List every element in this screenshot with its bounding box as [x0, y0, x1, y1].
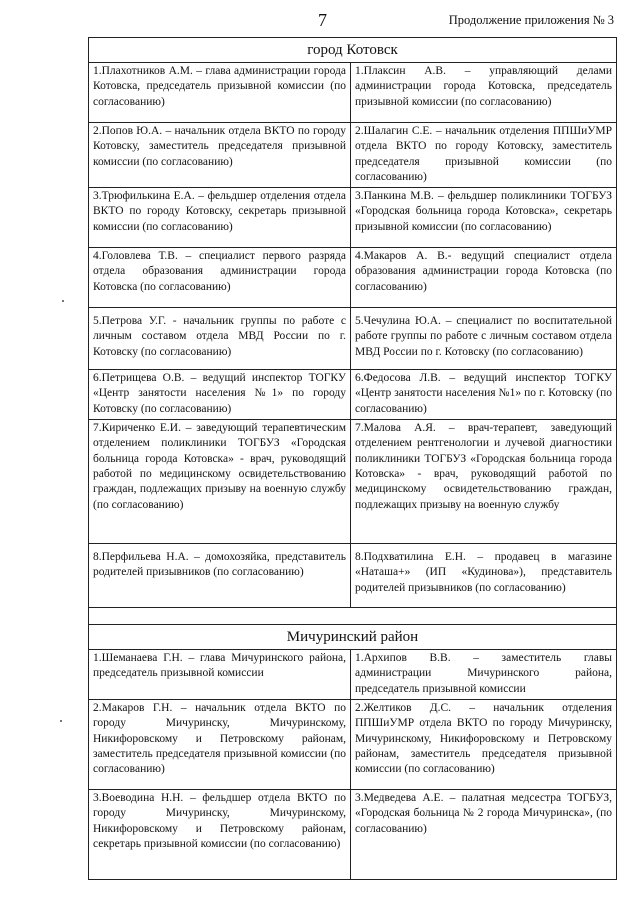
page-number: 7 [318, 10, 327, 30]
commission-table [88, 37, 617, 880]
table-row [89, 420, 617, 544]
table-row [89, 789, 617, 879]
table-row [89, 248, 617, 308]
scan-speck [60, 720, 62, 722]
main-member-cell: 5.Петрова У.Г. - начальник группы по работе с личным составом отдела МВД России по г. Котовску (по согласованию) [89, 308, 351, 370]
section-header-row [89, 38, 617, 63]
section-spacer [89, 608, 617, 625]
table-row [89, 188, 617, 248]
section-title: Мичуринский район [89, 625, 617, 650]
reserve-member-cell: 2.Шалагин С.Е. – начальник отделения ППШиУМР отдела ВКТО по городу Котовску, заместитель председателя призывной комиссии (по согласованию) [351, 123, 617, 188]
reserve-member-cell: 5.Чечулина Ю.А. – специалист по воспитательной работе группы по работе с личным составом отдела МВД России по г. Котовску (по согласованию) [351, 308, 617, 370]
reserve-member-cell: 3.Медведева А.Е. – палатная медсестра ТОГБУЗ, «Городская больница № 2 города Мичуринска», (по согласованию) [351, 789, 617, 879]
main-member-cell: 1.Шеманаева Г.Н. – глава Мичуринского района, председатель призывной комиссии [89, 650, 351, 700]
section-title: город Котовск [89, 38, 617, 63]
section-header-row [89, 625, 617, 650]
reserve-member-cell: 7.Малова А.Я. – врач-терапевт, заведующий отделением рентгенологии и лучевой диагностики поликлиники ТОГБУЗ «Городская больница города Котовска» - врач, руководящий работой по медицинскому освидетельствованию граждан, подлежащих призыву на военную службу [351, 420, 617, 544]
scan-speck [62, 300, 64, 302]
table-row [89, 63, 617, 123]
reserve-member-cell: 4.Макаров А. В.- ведущий специалист отдела образования администрации города Котовска (по согласованию) [351, 248, 617, 308]
main-member-cell: 2.Макаров Г.Н. – начальник отдела ВКТО по городу Мичуринску, Мичуринскому, Никифоровскому и Петровскому районам, заместитель председателя призывной комиссии (по согласованию) [89, 699, 351, 789]
page-header [0, 10, 640, 34]
main-member-cell: 4.Головлева Т.В. – специалист первого разряда отдела образования администрации города Котовска (по согласованию) [89, 248, 351, 308]
table-row [89, 650, 617, 700]
main-member-cell: 2.Попов Ю.А. – начальник отдела ВКТО по городу Котовску, заместитель председателя призывной комиссии (по согласованию) [89, 123, 351, 188]
reserve-member-cell: 1.Плаксин А.В. – управляющий делами администрации города Котовска, председатель призывной комиссии (по согласованию) [351, 63, 617, 123]
table-row [89, 123, 617, 188]
reserve-member-cell: 8.Подхватилина Е.Н. – продавец в магазине «Наташа+» (ИП «Кудинова»), представитель родителей призывников (по согласованию) [351, 544, 617, 608]
reserve-member-cell: 1.Архипов В.В. – заместитель главы администрации Мичуринского района, председатель призывной комиссии [351, 650, 617, 700]
main-member-cell: 3.Трюфилькина Е.А. – фельдшер отделения отдела ВКТО по городу Котовску, секретарь призывной комиссии (по согласованию) [89, 188, 351, 248]
appendix-note: Продолжение приложения № 3 [448, 13, 614, 27]
table-row [89, 544, 617, 608]
main-member-cell: 7.Кириченко Е.И. – заведующий терапевтическим отделением поликлиники ТОГБУЗ «Городская больница города Котовска» - врач, руководящий работой по медицинскому освидетельствованию граждан, подлежащих призыву на военную службу (по согласованию) [89, 420, 351, 544]
table-row [89, 370, 617, 420]
main-member-cell: 3.Воеводина Н.Н. – фельдшер отдела ВКТО по городу Мичуринску, Мичуринскому, Никифоровскому и Петровскому районам, секретарь призывной комиссии (по согласованию) [89, 789, 351, 879]
reserve-member-cell: 2.Желтиков Д.С. – начальник отделения ППШиУМР отдела ВКТО по городу Мичуринску, Мичуринскому, Никифоровскому и Петровскому районам, заместитель председателя призывной комиссии (по согласованию) [351, 699, 617, 789]
reserve-member-cell: 6.Федосова Л.В. – ведущий инспектор ТОГКУ «Центр занятости населения №1» по г. Котовску (по согласованию) [351, 370, 617, 420]
table-row [89, 699, 617, 789]
main-member-cell: 8.Перфильева Н.А. – домохозяйка, представитель родителей призывников (по согласованию) [89, 544, 351, 608]
spacer-cell [89, 608, 617, 625]
main-member-cell: 1.Плахотников А.М. – глава администрации города Котовска, председатель призывной комиссии (по согласованию) [89, 63, 351, 123]
reserve-member-cell: 3.Панкина М.В. – фельдшер поликлиники ТОГБУЗ «Городская больница города Котовска», секретарь призывной комиссии (по согласованию) [351, 188, 617, 248]
table-row [89, 308, 617, 370]
main-member-cell: 6.Петрищева О.В. – ведущий инспектор ТОГКУ «Центр занятости населения №1» по городу Котовску (по согласованию) [89, 370, 351, 420]
